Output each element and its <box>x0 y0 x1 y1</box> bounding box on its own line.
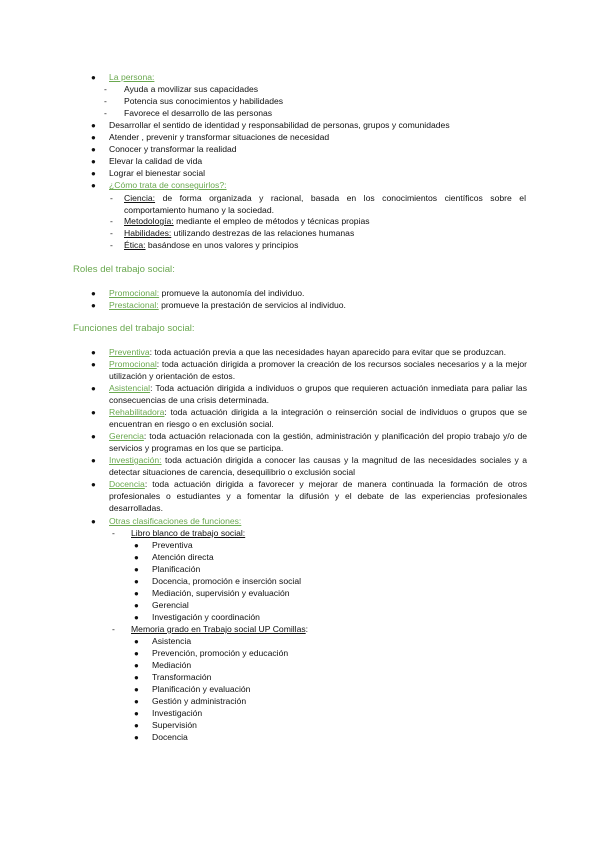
bullet: ● <box>91 73 96 82</box>
persona-sub: Ayuda a movilizar sus capacidades <box>124 84 259 94</box>
persona-sub: Favorece el desarrollo de las personas <box>124 108 273 118</box>
memoria-title-text: Memoria grado en Trabajo social UP Comillas <box>131 624 306 634</box>
dash: - <box>112 528 115 538</box>
bullet: ● <box>134 601 139 610</box>
role-item <box>109 300 346 311</box>
como-text: basándose en unos valores y principios <box>145 240 299 250</box>
role-item <box>109 288 304 299</box>
bullet: ● <box>134 685 139 694</box>
role-term: Promocional: <box>109 288 160 298</box>
bullet: ● <box>91 289 96 298</box>
dash: - <box>104 84 107 94</box>
como-term: Habilidades: <box>124 228 172 238</box>
otras-title-text: Otras clasificaciones de funciones: <box>109 516 242 526</box>
memoria-item: Prevención, promoción y educación <box>152 648 289 658</box>
libro-title <box>131 528 245 539</box>
funcion-term: Docencia <box>109 479 145 489</box>
dash: - <box>104 96 107 106</box>
libro-item: Atención directa <box>152 552 214 562</box>
como-item <box>124 228 354 239</box>
libro-item: Preventiva <box>152 540 193 550</box>
funcion-item <box>109 347 527 359</box>
funcion-item <box>109 383 527 407</box>
bullet: ● <box>134 733 139 742</box>
bullet: ● <box>91 301 96 310</box>
objective-item: Atender , prevenir y transformar situaciones de necesidad <box>109 132 330 142</box>
bullet: ● <box>134 541 139 550</box>
bullet: ● <box>91 408 96 417</box>
libro-item: Investigación y coordinación <box>152 612 260 622</box>
funcion-term: Preventiva <box>109 347 150 357</box>
funcion-item <box>109 431 527 455</box>
bullet: ● <box>134 613 139 622</box>
bullet: ● <box>134 565 139 574</box>
funciones-heading: Funciones del trabajo social: <box>73 323 195 334</box>
bullet: ● <box>134 709 139 718</box>
objective-item: Conocer y transformar la realidad <box>109 144 237 154</box>
funcion-text: : toda actuación relacionada con la gestión, administración y planificación del propio trabajo y/o de servicios y programas en los que se participa. <box>109 431 527 453</box>
bullet: ● <box>91 456 96 465</box>
funcion-text: : toda actuación previa a que las necesidades hayan aparecido para evitar que se produzcan. <box>149 347 507 357</box>
memoria-item: Supervisión <box>152 720 197 730</box>
role-term: Prestacional: <box>109 300 159 310</box>
bullet: ● <box>91 348 96 357</box>
funcion-item <box>109 479 527 514</box>
memoria-item: Planificación y evaluación <box>152 684 251 694</box>
funcion-item <box>109 359 527 383</box>
bullet: ● <box>91 432 96 441</box>
como-item <box>124 216 370 227</box>
funcion-term: Gerencia <box>109 431 144 441</box>
bullet: ● <box>91 517 96 526</box>
como-title-text: ¿Cómo trata de conseguirlos?: <box>109 180 227 190</box>
bullet: ● <box>134 721 139 730</box>
dash: - <box>110 193 113 203</box>
role-text: promueve la prestación de servicios al individuo. <box>158 300 346 310</box>
memoria-item: Mediación <box>152 660 192 670</box>
otras-title <box>109 516 241 527</box>
como-term: Metodología: <box>124 216 174 226</box>
objective-item: Elevar la calidad de vida <box>109 156 203 166</box>
bullet: ● <box>134 649 139 658</box>
funcion-text: toda actuación dirigida a conocer las causas y la magnitud de las necesidades sociales y a detectar situaciones de carencia, desequilibrio o exclusión social <box>109 455 527 477</box>
libro-item: Docencia, promoción e inserción social <box>152 576 302 586</box>
bullet: ● <box>134 673 139 682</box>
roles-heading: Roles del trabajo social: <box>73 264 175 275</box>
bullet: ● <box>134 577 139 586</box>
bullet: ● <box>134 697 139 706</box>
memoria-item: Docencia <box>152 732 188 742</box>
memoria-item: Transformación <box>152 672 212 682</box>
funcion-term: Rehabilitadora <box>109 407 165 417</box>
funcion-text: : toda actuación dirigida a la integración o reinserción social de individuos o grupos que se encuentran en riesgo o en exclusión social. <box>109 407 527 429</box>
persona-title <box>109 72 154 83</box>
bullet: ● <box>134 661 139 670</box>
bullet: ● <box>91 133 96 142</box>
bullet: ● <box>134 589 139 598</box>
como-text: de forma organizada y racional, basada en los conocimientos científicos sobre el comportamiento humano y la sociedad. <box>124 193 526 215</box>
objective-item: Desarrollar el sentido de identidad y responsabilidad de personas, grupos y comunidades <box>109 120 450 130</box>
funcion-term: Investigación: <box>109 455 162 465</box>
funcion-text: : toda actuación dirigida a favorecer y mejorar de manera continuada la formación de otros profesionales o estudiantes y a fomentar la difusión y el debate de las experiencias profesionales desarrolladas. <box>109 479 527 513</box>
como-text: mediante el empleo de métodos y técnicas propias <box>173 216 370 226</box>
dash: - <box>110 216 113 226</box>
como-text: utilizando destrezas de las relaciones humanas <box>171 228 355 238</box>
funcion-term: Asistencial <box>109 383 151 393</box>
funcion-text: : toda actuación dirigida a promover la creación de los recursos sociales necesarios y a la mejor utilización y orientación de estos. <box>109 359 527 381</box>
bullet: ● <box>91 145 96 154</box>
libro-item: Mediación, supervisión y evaluación <box>152 588 290 598</box>
bullet: ● <box>91 480 96 489</box>
bullet: ● <box>91 384 96 393</box>
persona-title-text: La persona: <box>109 72 155 82</box>
funcion-item <box>109 407 527 431</box>
dash: - <box>104 108 107 118</box>
memoria-title <box>131 624 308 635</box>
bullet: ● <box>91 121 96 130</box>
persona-sub: Potencia sus conocimientos y habilidades <box>124 96 284 106</box>
funcion-text: : Toda actuación dirigida a individuos o grupos que requieren actuación inmediata para paliar las consecuencias de una crisis determinada. <box>109 383 527 405</box>
funcion-item <box>109 455 527 479</box>
memoria-title-suffix: : <box>305 624 309 634</box>
memoria-item: Gestión y administración <box>152 696 247 706</box>
como-item <box>124 240 298 251</box>
dash: - <box>110 240 113 250</box>
libro-title-text: Libro blanco de trabajo social: <box>131 528 246 538</box>
como-title <box>109 180 227 191</box>
bullet: ● <box>134 553 139 562</box>
libro-item: Gerencial <box>152 600 189 610</box>
objective-item: Lograr el bienestar social <box>109 168 206 178</box>
como-term: Ética: <box>124 240 146 250</box>
bullet: ● <box>134 637 139 646</box>
dash: - <box>112 624 115 634</box>
como-item <box>124 193 526 217</box>
role-text: promueve la autonomía del individuo. <box>159 288 305 298</box>
bullet: ● <box>91 181 96 190</box>
dash: - <box>110 228 113 238</box>
funcion-term: Promocional <box>109 359 157 369</box>
memoria-item: Asistencia <box>152 636 192 646</box>
bullet: ● <box>91 360 96 369</box>
bullet: ● <box>91 157 96 166</box>
bullet: ● <box>91 169 96 178</box>
libro-item: Planificación <box>152 564 201 574</box>
como-term: Ciencia: <box>124 193 156 203</box>
memoria-item: Investigación <box>152 708 203 718</box>
